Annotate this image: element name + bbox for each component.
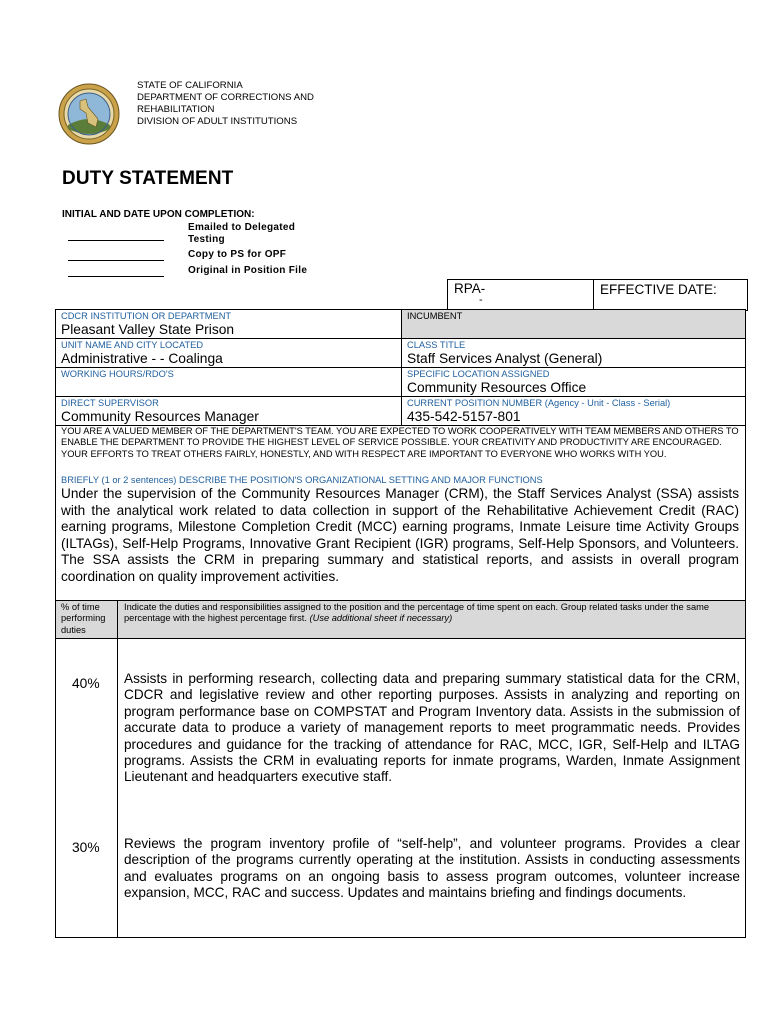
- valued-member-text: YOU ARE A VALUED MEMBER OF THE DEPARTMENT'S TEAM. YOU ARE EXPECTED TO WORK COOPERATIVELY WITH TEAM MEMBERS AND OTHERS TO ENABLE THE DEPARTMENT TO PROVIDE THE HIGHEST LEVEL OF SERVICE POSSIBLE. YOUR CREATIVITY AND PRODUCTIVITY ARE ENCOURAGED. YOUR EFFORTS TO TREAT OTHERS FAIRLY, HONESTLY, AND WITH RESPECT ARE IMPORTANT TO EVERYONE WHO WORKS WITH YOU.: [61, 426, 739, 459]
- class-title-label: CLASS TITLE: [407, 340, 466, 350]
- rpa-box[interactable]: [447, 279, 594, 311]
- hours-label: WORKING HOURS/RDO'S: [61, 369, 174, 379]
- agency-line: STATE OF CALIFORNIA: [137, 80, 243, 91]
- incumbent-label: INCUMBENT: [407, 311, 463, 321]
- agency-line: DIVISION OF ADULT INSTITUTIONS: [137, 116, 298, 127]
- duties-header-note: (Use additional sheet if necessary): [309, 613, 453, 624]
- agency-line: DEPARTMENT OF CORRECTIONS AND: [137, 92, 314, 103]
- duty-percent[interactable]: 30%: [72, 840, 100, 855]
- effective-date-box[interactable]: [593, 279, 748, 311]
- location-value[interactable]: Community Resources Office: [407, 380, 587, 395]
- rpa-value: -: [479, 294, 483, 306]
- position-number-label: CURRENT POSITION NUMBER (Agency - Unit - Class - Serial): [407, 398, 671, 408]
- percent-header: % of time performing duties: [61, 602, 106, 635]
- institution-value[interactable]: Pleasant Valley State Prison: [61, 322, 235, 337]
- page-title: DUTY STATEMENT: [62, 168, 234, 189]
- agency-header: [137, 80, 314, 128]
- california-seal-icon: [58, 83, 120, 145]
- supervisor-label: DIRECT SUPERVISOR: [61, 398, 159, 408]
- brief-summary[interactable]: Under the supervision of the Community Resources Manager (CRM), the Staff Services Analyst (SSA) assists with the analytical work related to data collection in support of the Rehabilitative Achievement Credit (RAC) earning programs, Milestone Completion Credit (MCC) earning programs, Inmate Leisure time Activity Groups (ILTAGs), Self-Help Programs, Innovative Grant Recipient (IGR) programs, Self-Help Sponsors, and Volunteers. The SSA assists the CRM in preparing summary and statistical reports, and assists in overall program coordination on quality improvement activities.: [61, 486, 739, 584]
- checklist-item-delegated: Emailed to Delegated Testing: [188, 222, 296, 245]
- initial-line-delegated[interactable]: [68, 240, 164, 241]
- unit-label: UNIT NAME AND CITY LOCATED: [61, 340, 204, 350]
- duty-description[interactable]: Reviews the program inventory profile of “self-help”, and volunteer programs. Provides a clear description of the programs currently operating at the institution. Assists in conducting assessments and evaluates programs on an ongoing basis to assess program outcomes, volunteer increase expansion, MCC, RAC and success. Updates and maintains briefing and findings documents.: [124, 836, 740, 901]
- location-label: SPECIFIC LOCATION ASSIGNED: [407, 369, 550, 379]
- duty-description[interactable]: Assists in performing research, collecting data and preparing summary statistical data for the CRM, CDCR and legislative review and other reporting purposes. Assists in analyzing and reporting on program performance base on COMPSTAT and Program Inventory data. Assists in the submission of accurate data to produce a variety of management reports to meet programmatic needs. Provides procedures and guidance for the tracking of attendance for RAC, MCC, IGR, Self-Help and ILTAG programs. Assists the CRM in evaluating reports for inmate programs, Warden, Inmate Assignment Lieutenant and headquarters executive staff.: [124, 671, 740, 785]
- duties-header: [124, 602, 740, 625]
- checklist-item-opf: Copy to PS for OPF: [188, 249, 287, 260]
- brief-label: BRIEFLY (1 or 2 sentences) DESCRIBE THE POSITION'S ORGANIZATIONAL SETTING AND MAJOR FUNCTIONS: [61, 475, 543, 485]
- effective-date-label: EFFECTIVE DATE:: [600, 282, 717, 297]
- checklist-item-position-file: Original in Position File: [188, 265, 308, 276]
- class-title-value[interactable]: Staff Services Analyst (General): [407, 351, 603, 366]
- supervisor-value[interactable]: Community Resources Manager: [61, 409, 259, 424]
- unit-value[interactable]: Administrative - - Coalinga: [61, 351, 223, 366]
- checklist-heading: INITIAL AND DATE UPON COMPLETION:: [62, 209, 255, 220]
- agency-line: REHABILITATION: [137, 104, 215, 115]
- initial-line-opf[interactable]: [68, 260, 164, 261]
- initial-line-position-file[interactable]: [68, 276, 164, 277]
- rpa-label: RPA-: [454, 281, 486, 296]
- institution-label: CDCR INSTITUTION OR DEPARTMENT: [61, 311, 232, 321]
- duties-header-text: Indicate the duties and responsibilities assigned to the position and the percentage of time spent on each. Group related tasks under the same percentage with the highest percentage first.: [124, 602, 710, 624]
- position-number-value[interactable]: 435-542-5157-801: [407, 409, 521, 424]
- duty-percent[interactable]: 40%: [72, 676, 100, 691]
